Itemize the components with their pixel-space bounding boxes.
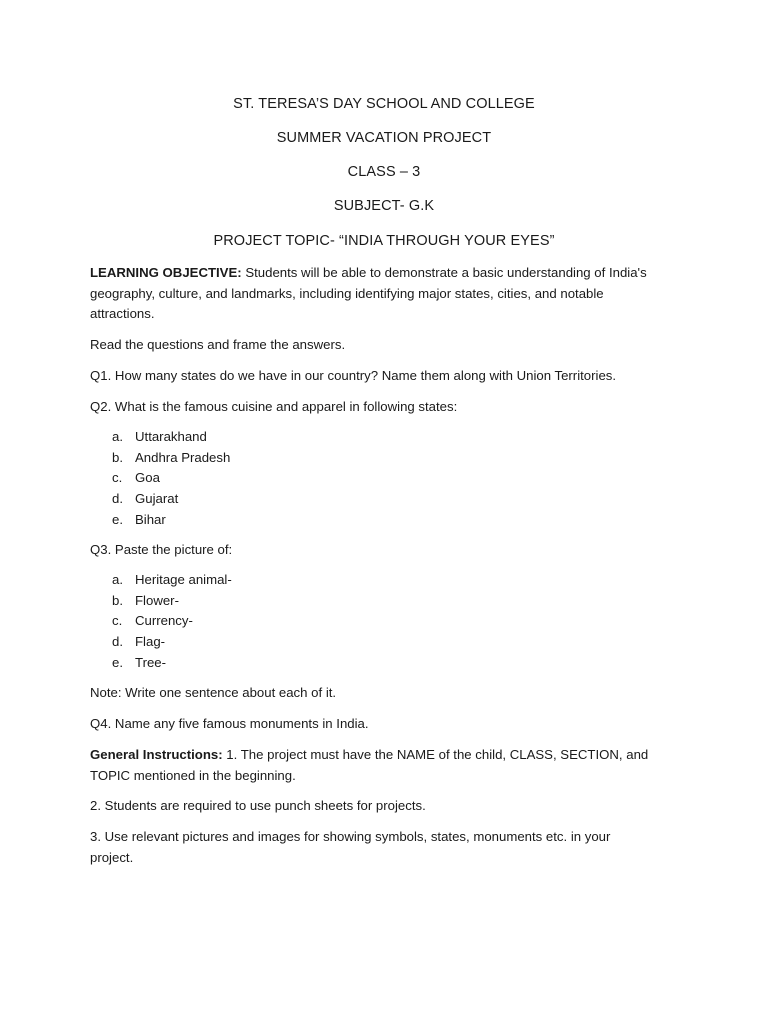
instruction-3-line-1: 3. Use relevant pictures and images for showing symbols, states, monuments etc. in your — [90, 829, 611, 844]
list-item — [90, 653, 232, 674]
learning-objective — [90, 263, 670, 325]
instruction-1-line-1 — [90, 745, 670, 766]
objective-line-3: attractions. — [90, 306, 155, 321]
list-item-text: Flower- — [135, 592, 179, 608]
list-marker: e. — [112, 654, 123, 670]
list-item-text: Flag- — [135, 634, 166, 650]
question-4: Q4. Name any five famous monuments in India. — [90, 716, 369, 731]
question-1: Q1. How many states do we have in our country? Name them along with Union Territories. — [90, 368, 617, 383]
objective-label: LEARNING OBJECTIVE: — [90, 265, 242, 280]
instruction-3-line-2: project. — [90, 849, 134, 865]
instruction-2: 2. Students are required to use punch sheets for projects. — [90, 798, 426, 813]
instruction-1-text: 1. The project must have the NAME of the child, CLASS, SECTION, and — [222, 747, 649, 762]
note-text: Note: Write one sentence about each of it. — [90, 685, 337, 700]
intro-text: Read the questions and frame the answers. — [90, 337, 346, 352]
list-item-text: Andhra Pradesh — [135, 449, 231, 465]
list-item-text: Uttarakhand — [135, 429, 207, 444]
list-marker: b. — [112, 449, 123, 465]
list-item — [90, 448, 230, 469]
question-2: Q2. What is the famous cuisine and apparel in following states: — [90, 399, 458, 414]
school-name: ST. TERESA’S DAY SCHOOL AND COLLEGE — [233, 96, 535, 112]
question-3: Q3. Paste the picture of: — [90, 542, 233, 557]
list-item-text: Goa — [135, 470, 160, 486]
list-marker: c. — [112, 470, 123, 486]
list-marker: b. — [112, 592, 123, 608]
list-item — [90, 489, 230, 510]
subject-label: SUBJECT- G.K — [333, 198, 435, 214]
list-item — [90, 570, 232, 591]
list-item-text: Gujarat — [135, 491, 179, 507]
instruction-1-line-2: TOPIC mentioned in the beginning. — [90, 767, 296, 783]
list-item — [90, 591, 232, 612]
list-item — [90, 510, 230, 531]
general-instructions — [90, 745, 670, 786]
list-marker: c. — [112, 613, 123, 629]
list-marker: e. — [112, 511, 123, 527]
list-marker: a. — [112, 429, 123, 444]
list-item — [90, 427, 230, 448]
list-item-text: Bihar — [135, 511, 166, 527]
class-label: CLASS – 3 — [347, 164, 421, 180]
list-item-text: Currency- — [135, 613, 193, 629]
objective-line-2: geography, culture, and landmarks, including identifying major states, cities, and notable — [90, 285, 604, 301]
instructions-label: General Instructions: — [90, 747, 223, 762]
project-topic: PROJECT TOPIC- “INDIA THROUGH YOUR EYES” — [213, 233, 555, 249]
list-item — [90, 468, 230, 489]
objective-text-1: Students will be able to demonstrate a basic understanding of India's — [241, 265, 647, 280]
project-title: SUMMER VACATION PROJECT — [276, 130, 492, 146]
list-item — [90, 632, 232, 653]
question-3-list — [90, 570, 232, 673]
list-item-text: Heritage animal- — [135, 572, 232, 587]
list-marker: d. — [112, 634, 123, 650]
question-2-list — [90, 427, 230, 530]
instruction-3 — [90, 827, 670, 868]
objective-line-1 — [90, 263, 670, 284]
list-item-text: Tree- — [135, 654, 167, 670]
list-item — [90, 611, 232, 632]
list-marker: d. — [112, 491, 123, 507]
list-marker: a. — [112, 572, 123, 587]
